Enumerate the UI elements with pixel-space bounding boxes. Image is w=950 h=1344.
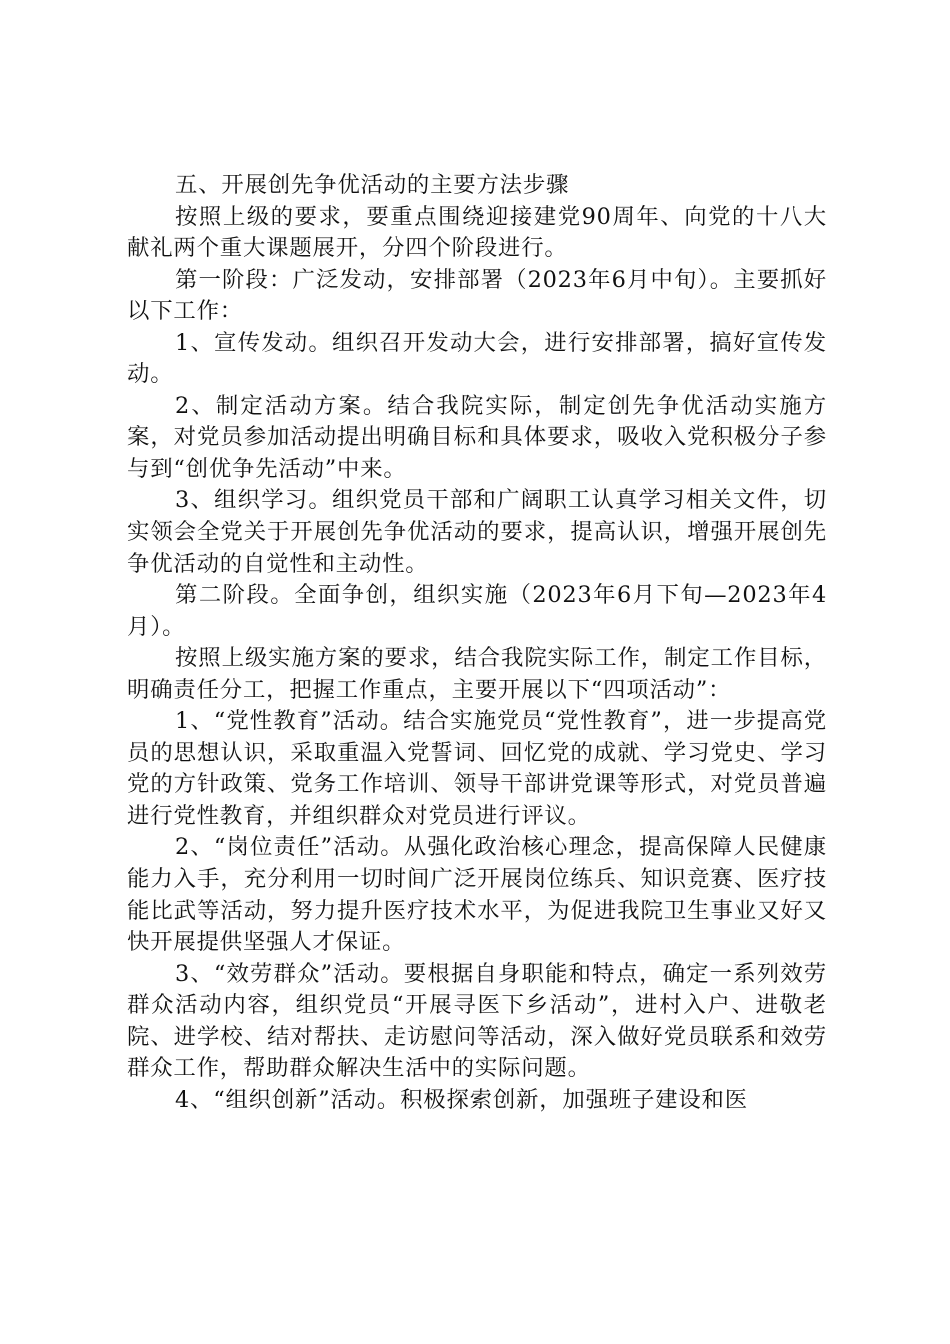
document-body <box>127 170 827 1116</box>
paragraph-item: 3、组织学习。组织党员干部和广阔职工认真学习相关文件，切实领会全党关于开展创先争优活动的要求，提高认识，增强开展创先争优活动的自觉性和主动性。 <box>127 487 827 577</box>
paragraph-item: 4、“组织创新”活动。积极探索创新，加强班子建设和医 <box>175 1086 748 1113</box>
paragraph-item: 1、“党性教育”活动。结合实施党员“党性教育”，进一步提高党员的思想认识，采取重温入党誓词、回忆党的成就、学习党史、学习党的方针政策、党务工作培训、领导干部讲党课等形式，对党员普遍进行党性教育，并组织群众对党员进行评议。 <box>127 708 827 829</box>
paragraph-item: 2、“岗位责任”活动。从强化政治核心理念，提高保障人民健康能力入手，充分利用一切时间广泛开展岗位练兵、知识竞赛、医疗技能比武等活动，努力提升医疗技术水平，为促进我院卫生事业又好又快开展提供坚强人才保证。 <box>127 834 827 956</box>
paragraph-stage-two: 第二阶段。全面争创，组织实施（2023年6月下旬—2023年4月）。 <box>127 582 827 640</box>
paragraph-item: 3、“效劳群众”活动。要根据自身职能和特点，确定一系列效劳群众活动内容，组织党员“开展寻医下乡活动”，进村入户、进敬老院、进学校、结对帮扶、走访慰问等活动，深入做好党员联系和效劳群众工作，帮助群众解决生活中的实际问题。 <box>127 960 827 1082</box>
paragraph-item: 2、制定活动方案。结合我院实际，制定创先争优活动实施方案，对党员参加活动提出明确目标和具体要求，吸收入党积极分子参与到“创优争先活动”中来。 <box>127 392 827 482</box>
paragraph-intro: 按照上级的要求，要重点围绕迎接建党90周年、向党的十八大献礼两个重大课题展开，分四个阶段进行。 <box>127 203 827 262</box>
paragraph-stage-one: 第一阶段：广泛发动，安排部署（2023年6月中旬）。主要抓好以下工作： <box>127 266 827 325</box>
paragraph-item: 1、宣传发动。组织召开发动大会，进行安排部署，搞好宣传发动。 <box>127 329 827 388</box>
section-heading: 五、开展创先争优活动的主要方法步骤 <box>175 172 570 198</box>
paragraph-body: 按照上级实施方案的要求，结合我院实际工作，制定工作目标，明确责任分工，把握工作重点，主要开展以下“四项活动”： <box>127 645 827 703</box>
